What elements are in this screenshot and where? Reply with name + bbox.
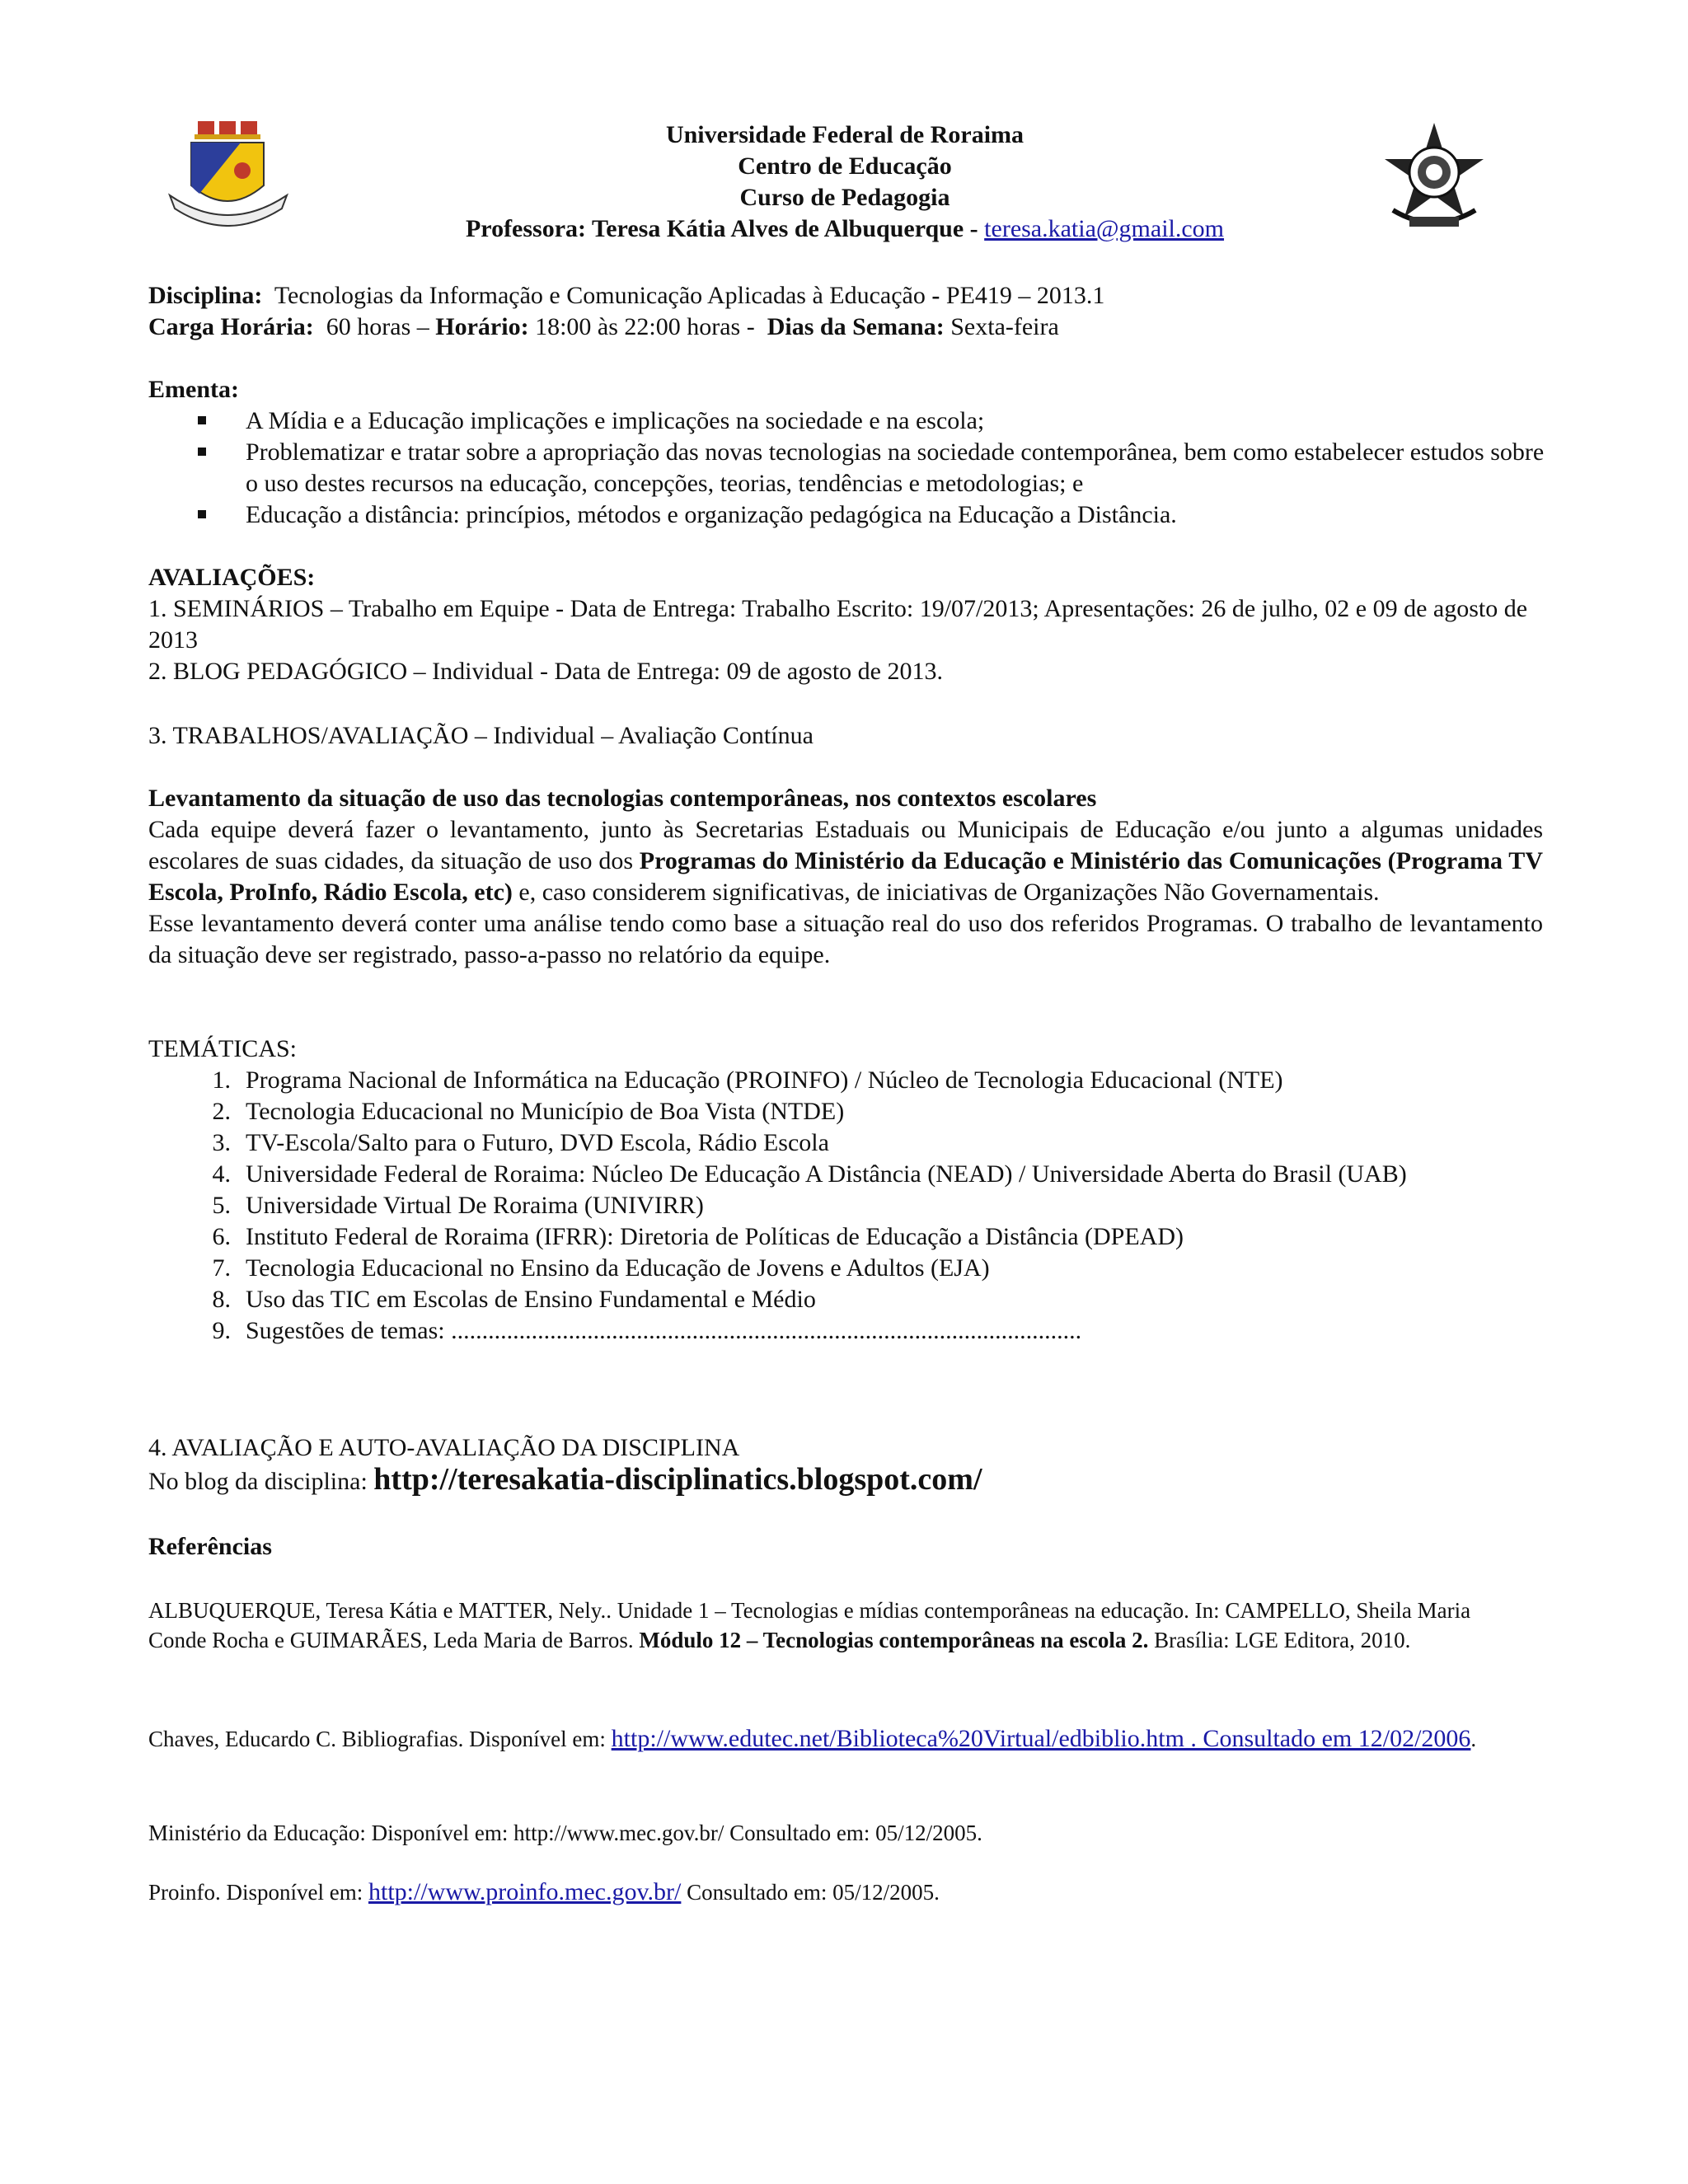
reference-text: Ministério da Educação: Disponível em: http://www.mec.gov.br/ Consultado em: 05/12/2005. — [148, 1821, 982, 1845]
reference-3 — [148, 1818, 1550, 1848]
reference-bold-title: Módulo 12 – Tecnologias contemporâneas na escola 2. — [639, 1628, 1149, 1652]
university-name: Universidade Federal de Roraima — [665, 121, 1025, 148]
list-item — [148, 437, 1550, 499]
list-item — [148, 1221, 1550, 1253]
days-value: Sexta-feira — [950, 313, 1059, 340]
avaliacao-item-1: 1. SEMINÁRIOS – Trabalho em Equipe - Data de Entrega: Trabalho Escrito: 19/07/2013; Apresentações: 26 de julho, 02 e 09 de agosto de 2013 — [148, 595, 1528, 654]
auto-avaliacao-section — [148, 1432, 1550, 1497]
ementa-list — [148, 405, 1550, 531]
paragraph-text: e, caso considerem significativas, de iniciativas de Organizações Não Governamentais. — [512, 879, 1380, 906]
reference-text: ALBUQUERQUE, Teresa Kátia e MATTER, Nely.. Unidade 1 – Tecnologias e mídias contemporâneas na educação. In: CAMPELLO, Sheila Maria Conde Rocha e GUIMARÃES, Leda Maria de Barros. — [148, 1598, 1471, 1652]
item-number: 3. — [212, 1129, 231, 1156]
reference-1 — [148, 1596, 1517, 1655]
item-number: 1. — [212, 1066, 231, 1094]
blog-url-link[interactable]: http://teresakatia-disciplinatics.blogspot.com/ — [373, 1462, 982, 1497]
list-item — [148, 1253, 1550, 1284]
auto-avaliacao-title: 4. AVALIAÇÃO E AUTO-AVALIAÇÃO DA DISCIPLINA — [148, 1434, 740, 1461]
reference-text: Consultado em: 05/12/2005. — [681, 1880, 940, 1905]
item-number: 7. — [212, 1254, 231, 1282]
reference-text: Chaves, Educardo C. Bibliografias. Disponível em: — [148, 1727, 612, 1751]
bullet-square-icon — [198, 416, 206, 424]
item-number: 2. — [212, 1098, 231, 1125]
tematicas-list — [148, 1065, 1550, 1347]
reference-text: Brasília: LGE Editora, 2010. — [1148, 1628, 1411, 1652]
reference-4 — [148, 1877, 1550, 1907]
reference-text: . — [1470, 1727, 1477, 1751]
item-number: 4. — [212, 1160, 231, 1188]
referencias-title: Referências — [148, 1533, 272, 1560]
blog-label: No blog da disciplina: — [148, 1468, 374, 1495]
ementa-item-text: Educação a distância: princípios, métodos e organização pedagógica na Educação a Distância. — [246, 501, 1177, 528]
tematicas-section — [148, 1033, 1550, 1347]
days-label: Dias da Semana: — [767, 313, 945, 340]
workload-line — [148, 312, 1550, 343]
course-name: Curso de Pedagogia — [739, 184, 950, 211]
avaliacoes-title: AVALIAÇÕES: — [148, 564, 316, 591]
discipline-block — [148, 280, 1550, 343]
ementa-item-text: Problematizar e tratar sobre a apropriação das novas tecnologias na sociedade contemporânea, bem como estabelecer estudos sobre o uso destes recursos na educação, concepções, teorias, tendências e metodologias; e — [246, 438, 1545, 497]
item-text: Universidade Virtual De Roraima (UNIVIRR) — [246, 1192, 704, 1219]
list-item — [148, 405, 1550, 437]
list-item — [148, 1096, 1550, 1127]
reference-2 — [148, 1724, 1517, 1754]
item-number: 6. — [212, 1223, 231, 1250]
ementa-title: Ementa: — [148, 376, 239, 403]
referencias-title-block — [148, 1531, 1550, 1563]
discipline-value: Tecnologias da Informação e Comunicação Aplicadas à Educação — [274, 282, 926, 309]
item-text: Uso das TIC em Escolas de Ensino Fundamental e Médio — [246, 1286, 816, 1313]
workload-value: 60 horas – — [326, 313, 436, 340]
item-number: 5. — [212, 1192, 231, 1219]
professor-label: Professora: Teresa Kátia Alves de Albuquerque - — [465, 215, 985, 242]
item-text: TV-Escola/Salto para o Futuro, DVD Escola, Rádio Escola — [246, 1129, 829, 1156]
list-item — [148, 1127, 1550, 1159]
list-item — [148, 1284, 1550, 1315]
item-number: 8. — [212, 1286, 231, 1313]
list-item — [148, 1315, 1550, 1347]
schedule-label: Horário: — [435, 313, 529, 340]
item-text: Tecnologia Educacional no Ensino da Educação de Jovens e Adultos (EJA) — [246, 1254, 990, 1282]
item-text: Sugestões de temas: ...................................................................................................... — [246, 1317, 1082, 1344]
list-item — [148, 1190, 1550, 1221]
center-name: Centro de Educação — [738, 152, 952, 180]
item-text: Programa Nacional de Informática na Educação (PROINFO) / Núcleo de Tecnologia Educacional (NTE) — [246, 1066, 1283, 1094]
discipline-line — [148, 280, 1550, 312]
ementa-item-text: A Mídia e a Educação implicações e implicações na sociedade e na escola; — [246, 407, 985, 434]
list-item — [148, 1065, 1550, 1096]
item-number: 9. — [212, 1317, 231, 1344]
bullet-square-icon — [198, 510, 206, 518]
item-text: Tecnologia Educacional no Município de Boa Vista (NTDE) — [246, 1098, 845, 1125]
paragraph-text: Cada equipe deverá fazer o levantamento, junto às Secretarias Estaduais ou Municipais de Educação e/ou junto a algumas unidades escolares de suas cidades, da situação de uso dos — [148, 816, 1543, 874]
list-item — [148, 499, 1550, 531]
item-text: Universidade Federal de Roraima: Núcleo De Educação A Distância (NEAD) / Universidade Aberta do Brasil (UAB) — [246, 1160, 1407, 1188]
levantamento-title: Levantamento da situação de uso das tecnologias contemporâneas, nos contextos escolares — [148, 785, 1097, 812]
levantamento-paragraph-1 — [148, 814, 1543, 908]
reference-link[interactable]: http://www.edutec.net/Biblioteca%20Virtual/edbiblio.htm . Consultado em 12/02/2006 — [611, 1725, 1471, 1752]
blog-line — [148, 1464, 1550, 1497]
header-lines — [148, 120, 1541, 245]
levantamento-section — [148, 783, 1543, 971]
programs-bold-text: Programas do Ministério da Educação e Ministério das Comunicações (Programa TV Escola, ProInfo, Rádio Escola, etc) — [148, 847, 1543, 906]
document-header — [148, 120, 1541, 260]
avaliacao-item-3: 3. TRABALHOS/AVALIAÇÃO – Individual – Avaliação Contínua — [148, 722, 814, 749]
avaliacao-item-2: 2. BLOG PEDAGÓGICO – Individual - Data de Entrega: 09 de agosto de 2013. — [148, 658, 943, 685]
item-text: Instituto Federal de Roraima (IFRR): Diretoria de Políticas de Educação a Distância (DPEAD) — [246, 1223, 1184, 1250]
avaliacoes-section — [148, 562, 1550, 687]
bullet-square-icon — [198, 448, 206, 456]
professor-email-link[interactable]: teresa.katia@gmail.com — [984, 215, 1225, 242]
list-item — [148, 1159, 1550, 1190]
professor-line — [148, 213, 1541, 245]
avaliacao-item-3-block — [148, 720, 1550, 752]
schedule-value: 18:00 às 22:00 horas - — [535, 313, 762, 340]
brazil-coat-of-arms-icon — [1376, 120, 1492, 235]
workload-label: Carga Horária: — [148, 313, 314, 340]
discipline-separator: - — [925, 282, 946, 309]
tematicas-title: TEMÁTICAS: — [148, 1035, 297, 1062]
reference-text: Proinfo. Disponível em: — [148, 1880, 368, 1905]
ementa-section — [148, 374, 1550, 531]
discipline-label: Disciplina: — [148, 282, 263, 309]
university-logo-icon — [166, 120, 290, 227]
reference-link[interactable]: http://www.proinfo.mec.gov.br/ — [368, 1878, 682, 1905]
discipline-code: PE419 – 2013.1 — [945, 282, 1105, 309]
levantamento-paragraph-2: Esse levantamento deverá conter uma análise tendo como base a situação real do uso dos referidos Programas. O trabalho de levantamento da situação deve ser registrado, passo-a-passo no relatório da equipe. — [148, 910, 1543, 968]
